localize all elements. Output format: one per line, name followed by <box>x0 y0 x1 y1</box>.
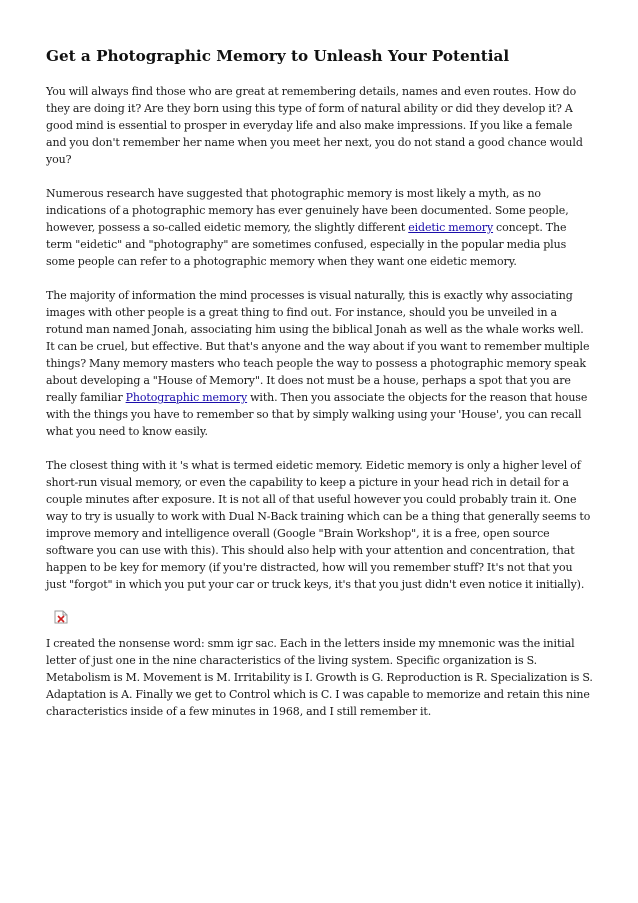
paragraph-2-text-b: concept. The term "eidetic" and "photography" are sometimes confused, especially in the popular media plus some people can refer to a photographic memory when they want one eidetic memory. <box>46 221 567 268</box>
paragraph-3 <box>46 287 595 440</box>
eidetic-memory-link[interactable]: eidetic memory <box>408 221 494 234</box>
document-page <box>46 46 595 737</box>
document-title: Get a Photographic Memory to Unleash Your Potential <box>46 47 510 65</box>
photographic-memory-link[interactable]: Photographic memory <box>125 391 248 404</box>
paragraph-5: I created the nonsense word: smm igr sac. Each in the letters inside my mnemonic was the initial letter of just one in the nine characteristics of the living system. Specific organization is S. Metabolism is M. Movement is M. Irritability is I. Growth is G. Reproduction is R. Specialization is S. Adaptation is A. Finally we get to Control which is C. I was capable to memorize and retain this nine characteristics inside of a few minutes in 1968, and I still remember it. <box>46 637 593 718</box>
broken-image-icon <box>54 610 68 624</box>
paragraph-2-text-a: Numerous research have suggested that photographic memory is most likely a myth, as no indications of a photographic memory has ever genuinely have been documented. Some people, however, possess a so-called eidetic memory, the slightly different <box>46 187 569 234</box>
paragraph-3-text-b: with. Then you associate the objects for the reason that house with the things you have to remember so that by simply walking using your 'House', you can recall what you need to know easily. <box>46 391 588 438</box>
paragraph-1: You will always find those who are great at remembering details, names and even routes. How do they are doing it? Are they born using this type of form of natural ability or did they develop it? A good mind is essential to prosper in everyday life and also make impressions. If you like a female and you don't remember her name when you meet her next, you do not stand a good chance would you? <box>46 85 583 166</box>
paragraph-3-text-a: The majority of information the mind processes is visual naturally, this is exactly why associating images with other people is a great thing to find out. For instance, should you be unveiled in a rotund man named Jonah, associating him using the biblical Jonah as well as the whale works well. It can be cruel, but effective. But that's anyone and the way about if you want to remember multiple things? Many memory masters who teach people the way to possess a photographic memory speak about developing a "House of Memory". It does not must be a house, perhaps a spot that you are really familiar <box>46 289 590 404</box>
paragraph-4: The closest thing with it 's what is termed eidetic memory. Eidetic memory is only a higher level of short-run visual memory, or even the capability to keep a picture in your head rich in detail for a couple minutes after exposure. It is not all of that useful however you could probably train it. One way to try is usually to work with Dual N-Back training which can be a thing that generally seems to improve memory and intelligence overall (Google "Brain Workshop", it is a free, open source software you can use with this). This should also help with your attention and concentration, that happen to be key for memory (if you're distracted, how will you remember stuff? It's not that you just "forgot" in which you put your car or truck keys, it's that you just didn't even notice it initially). <box>46 459 591 591</box>
paragraph-2 <box>46 185 595 270</box>
